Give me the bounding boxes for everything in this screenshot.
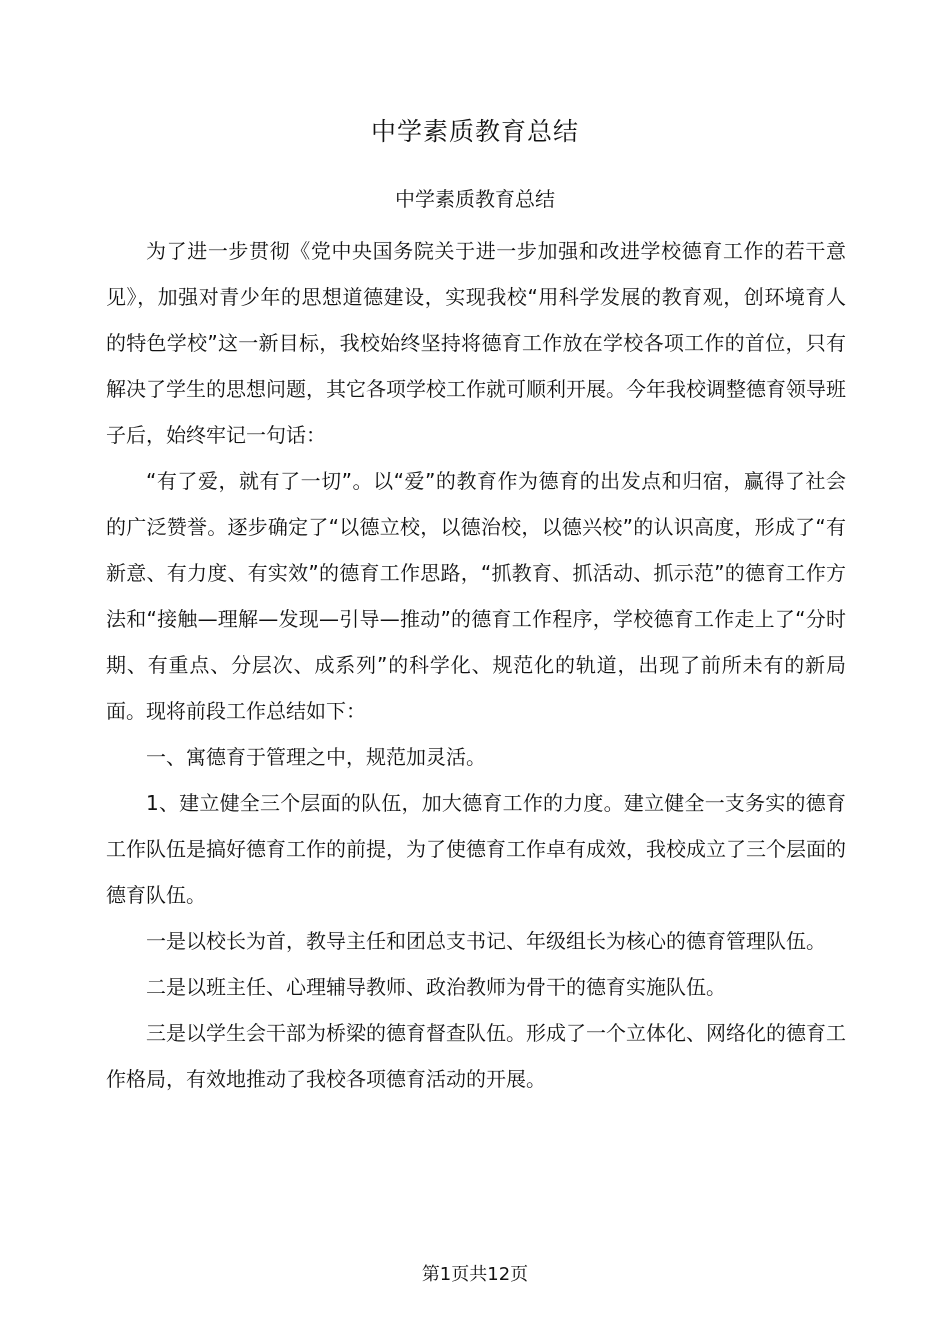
paragraph-intro: 为了进一步贯彻《党中央国务院关于进一步加强和改进学校德育工作的若干意见》，加强对青少年的思想道德建设，实现我校“用科学发展的教育观，创环境育人的特色学校”这一新目标，我校始终坚持将德育工作放在学校各项工作的首位，只有解决了学生的思想问题，其它各项学校工作就可顺利开展。今年我校调整德育领导班子后，始终牢记一句话： (106, 239, 846, 447)
document-title: 中学素质教育总结 (370, 117, 579, 146)
paragraph-team-3: 三是以学生会干部为桥梁的德育督查队伍。形成了一个立体化、网络化的德育工作格局，有效地推动了我校各项德育活动的开展。 (106, 1021, 846, 1091)
page-footer: 第1页共12页 (421, 1264, 529, 1285)
document-subtitle: 中学素质教育总结 (395, 187, 555, 211)
paragraph-item-1: 1、建立健全三个层面的队伍，加大德育工作的力度。建立健全一支务实的德育工作队伍是搞好德育工作的前提，为了使德育工作卓有成效，我校成立了三个层面的德育队伍。 (106, 791, 846, 907)
paragraph-team-2: 二是以班主任、心理辅导教师、政治教师为骨干的德育实施队伍。 (146, 975, 726, 999)
paragraph-love-quote: “有了爱，就有了一切”。以“爱”的教育作为德育的出发点和归宿，赢得了社会的广泛赞誉。逐步确定了“以德立校，以德治校，以德兴校”的认识高度，形成了“有新意、有力度、有实效”的德育工作思路，“抓教育、抓活动、抓示范”的德育工作方法和“接触—理解—发现—引导—推动”的德育工作程序，学校德育工作走上了“分时期、有重点、分层次、成系列”的科学化、规范化的轨道，出现了前所未有的新局面。现将前段工作总结如下： (106, 469, 846, 723)
document-body (106, 228, 846, 1102)
paragraph-team-1: 一是以校长为首，教导主任和团总支书记、年级组长为核心的德育管理队伍。 (146, 929, 826, 953)
section-heading-1: 一、寓德育于管理之中，规范加灵活。 (146, 745, 486, 769)
